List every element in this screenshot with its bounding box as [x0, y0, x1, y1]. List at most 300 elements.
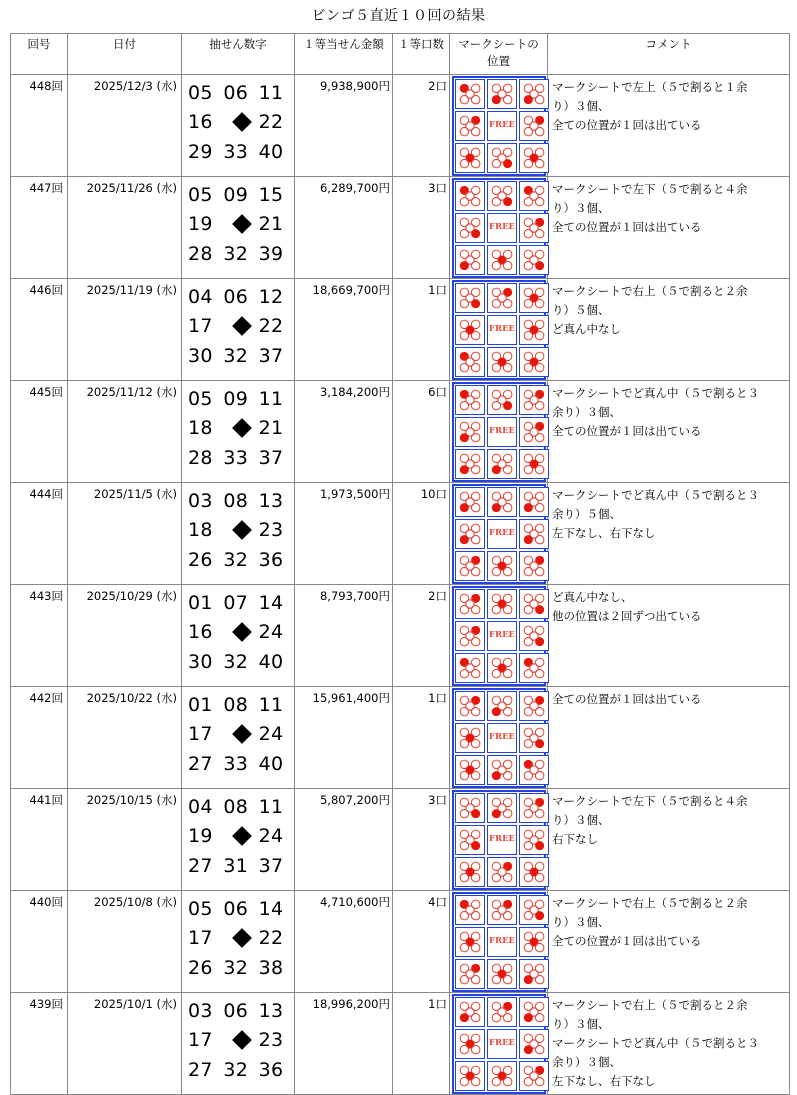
winning-number: 11: [258, 694, 284, 716]
comment-line: 全ての位置が１回は出ている: [552, 934, 702, 948]
number-line: [188, 954, 294, 983]
comment-line: 余り）３個、: [552, 405, 621, 419]
winning-number: 32: [223, 957, 249, 979]
mark-cell: [487, 857, 517, 887]
mark-sheet: [450, 381, 548, 483]
free-diamond-icon: [223, 720, 258, 750]
mark-cell: [519, 825, 549, 855]
mark-cell: [519, 385, 549, 415]
mark-cell: [519, 519, 549, 549]
mark-cell: [455, 181, 485, 211]
winning-number: 36: [258, 1059, 284, 1081]
number-line: [188, 312, 294, 342]
winning-numbers: [182, 789, 295, 891]
winning-number: 04: [188, 286, 213, 308]
first-prize-count: 2口: [393, 75, 450, 177]
mark-cell: [519, 959, 549, 989]
mark-sheet: [450, 177, 548, 279]
winning-number: 21: [258, 213, 284, 235]
number-line: [188, 720, 294, 750]
number-line: [188, 342, 294, 371]
winning-number: 16: [188, 621, 213, 643]
comment-line: 右下なし: [552, 832, 598, 846]
mark-cell: [455, 245, 485, 275]
free-diamond-icon: [223, 108, 258, 138]
mark-cell: [455, 621, 485, 651]
winning-numbers: [182, 585, 295, 687]
mark-cell: [519, 1061, 549, 1091]
winning-number: 17: [188, 927, 213, 949]
winning-numbers: [182, 381, 295, 483]
mark-cell: [487, 653, 517, 683]
header-prize: １等当せん金額: [295, 34, 393, 75]
winning-number: 04: [188, 796, 213, 818]
number-line: [188, 648, 294, 677]
number-line: [188, 414, 294, 444]
number-line: [188, 750, 294, 779]
winning-number: 29: [188, 141, 213, 163]
mark-cell: [519, 143, 549, 173]
comment: [548, 483, 790, 585]
mark-cell: [487, 1061, 517, 1091]
winning-number: 09: [223, 184, 249, 206]
first-prize-count: 1口: [393, 279, 450, 381]
header-numbers: 抽せん数字: [182, 34, 295, 75]
mark-sheet: [450, 789, 548, 891]
mark-cell: [519, 283, 549, 313]
winning-number: 30: [188, 345, 213, 367]
header-no: 回号: [11, 34, 68, 75]
draw-number: 448回: [11, 75, 68, 177]
draw-date: 2025/10/1 (水): [68, 993, 182, 1095]
number-line: [188, 895, 294, 924]
winning-number: 33: [223, 753, 249, 775]
mark-cell: [455, 283, 485, 313]
mark-cell: [455, 519, 485, 549]
mark-cell: [487, 755, 517, 785]
table-row: [11, 177, 790, 279]
mark-cell: [487, 449, 517, 479]
number-line: [188, 691, 294, 720]
comment: [548, 687, 790, 789]
mark-cell: [519, 79, 549, 109]
mark-sheet: [450, 687, 548, 789]
winning-number: 21: [258, 417, 284, 439]
free-cell: FREE: [487, 927, 517, 957]
first-prize-count: 3口: [393, 789, 450, 891]
draw-date: 2025/12/3 (水): [68, 75, 182, 177]
first-prize-amount: 9,938,900円: [295, 75, 393, 177]
number-line: [188, 546, 294, 575]
mark-sheet: [450, 483, 548, 585]
winning-number: 15: [258, 184, 284, 206]
winning-number: 14: [258, 898, 284, 920]
winning-numbers: [182, 993, 295, 1095]
winning-number: 37: [258, 345, 284, 367]
mark-sheet: [450, 585, 548, 687]
draw-date: 2025/11/19 (水): [68, 279, 182, 381]
header-sheet: [450, 34, 548, 75]
comment: [548, 891, 790, 993]
winning-number: 40: [258, 651, 284, 673]
draw-date: 2025/10/29 (水): [68, 585, 182, 687]
mark-cell: [455, 315, 485, 345]
number-line: [188, 997, 294, 1026]
comment: [548, 585, 790, 687]
mark-sheet: [450, 993, 548, 1095]
mark-cell: [519, 997, 549, 1027]
comment: [548, 993, 790, 1095]
number-line: [188, 516, 294, 546]
winning-number: 32: [223, 549, 249, 571]
winning-numbers: [182, 75, 295, 177]
mark-cell: [455, 895, 485, 925]
mark-sheet: [450, 279, 548, 381]
first-prize-count: 4口: [393, 891, 450, 993]
mark-cell: [455, 1029, 485, 1059]
winning-numbers: [182, 483, 295, 585]
mark-cell: [487, 283, 517, 313]
mark-cell: [455, 959, 485, 989]
mark-cell: [487, 959, 517, 989]
winning-number: 17: [188, 315, 213, 337]
number-line: [188, 822, 294, 852]
winning-number: 19: [188, 825, 213, 847]
free-diamond-icon: [223, 516, 258, 546]
free-diamond-icon: [223, 414, 258, 444]
first-prize-count: 10口: [393, 483, 450, 585]
table-row: [11, 891, 790, 993]
free-cell: FREE: [487, 315, 517, 345]
comment-line: 全ての位置が１回は出ている: [552, 118, 702, 132]
mark-cell: [519, 347, 549, 377]
winning-number: 22: [258, 927, 284, 949]
first-prize-amount: 4,710,600円: [295, 891, 393, 993]
winning-number: 03: [188, 490, 213, 512]
number-line: [188, 487, 294, 516]
winning-number: 32: [223, 1059, 249, 1081]
winning-number: 38: [258, 957, 284, 979]
mark-cell: [519, 895, 549, 925]
winning-number: 07: [223, 592, 249, 614]
winning-number: 22: [258, 315, 284, 337]
winning-number: 23: [258, 1029, 284, 1051]
mark-cell: [519, 315, 549, 345]
header-count: １等口数: [393, 34, 450, 75]
mark-cell: [519, 793, 549, 823]
mark-cell: [455, 825, 485, 855]
comment-line: 左下なし、右下なし: [552, 1074, 656, 1088]
mark-cell: [487, 793, 517, 823]
first-prize-count: 6口: [393, 381, 450, 483]
winning-number: 08: [223, 694, 249, 716]
winning-number: 26: [188, 549, 213, 571]
table-row: [11, 993, 790, 1095]
winning-number: 05: [188, 184, 213, 206]
comment-line: ど真ん中なし: [552, 322, 621, 336]
comment: [548, 177, 790, 279]
mark-cell: [487, 385, 517, 415]
winning-numbers: [182, 279, 295, 381]
comment-line: り）３個、: [552, 201, 610, 215]
comment: [548, 75, 790, 177]
mark-cell: [455, 551, 485, 581]
winning-number: 24: [258, 723, 284, 745]
mark-cell: [455, 487, 485, 517]
mark-cell: [455, 143, 485, 173]
winning-number: 01: [188, 694, 213, 716]
winning-number: 30: [188, 651, 213, 673]
winning-number: 12: [258, 286, 284, 308]
winning-number: 24: [258, 825, 284, 847]
number-line: [188, 283, 294, 312]
mark-cell: [519, 449, 549, 479]
first-prize-count: 2口: [393, 585, 450, 687]
free-cell: FREE: [487, 417, 517, 447]
winning-number: 28: [188, 447, 213, 469]
comment-line: マークシートでど真ん中（５で割ると３: [552, 386, 759, 400]
winning-number: 39: [258, 243, 284, 265]
draw-number: 444回: [11, 483, 68, 585]
number-line: [188, 79, 294, 108]
draw-date: 2025/11/12 (水): [68, 381, 182, 483]
header-sheet-line2: 位置: [487, 54, 510, 68]
mark-cell: [519, 653, 549, 683]
number-line: [188, 1056, 294, 1085]
draw-date: 2025/10/15 (水): [68, 789, 182, 891]
free-cell: FREE: [487, 825, 517, 855]
winning-number: 14: [258, 592, 284, 614]
number-line: [188, 793, 294, 822]
draw-number: 445回: [11, 381, 68, 483]
mark-cell: [455, 347, 485, 377]
comment-line: ど真ん中なし、: [552, 590, 633, 604]
winning-number: 40: [258, 141, 284, 163]
mark-cell: [455, 997, 485, 1027]
winning-number: 08: [223, 490, 249, 512]
first-prize-count: 1口: [393, 687, 450, 789]
table-row: [11, 381, 790, 483]
mark-cell: [519, 589, 549, 619]
mark-cell: [455, 385, 485, 415]
first-prize-amount: 1,973,500円: [295, 483, 393, 585]
comment-line: マークシートで左下（５で割ると４余: [552, 182, 748, 196]
number-line: [188, 589, 294, 618]
mark-cell: [519, 723, 549, 753]
winning-number: 18: [188, 519, 213, 541]
mark-cell: [455, 79, 485, 109]
table-row: [11, 279, 790, 381]
mark-sheet: [450, 75, 548, 177]
free-diamond-icon: [223, 210, 258, 240]
mark-sheet: [450, 891, 548, 993]
table-row: [11, 483, 790, 585]
header-sheet-line1: マークシートの: [458, 37, 539, 51]
table-row: [11, 687, 790, 789]
mark-cell: [519, 1029, 549, 1059]
free-cell: FREE: [487, 723, 517, 753]
draw-number: 447回: [11, 177, 68, 279]
winning-number: 27: [188, 1059, 213, 1081]
winning-number: 05: [188, 388, 213, 410]
number-line: [188, 618, 294, 648]
first-prize-amount: 5,807,200円: [295, 789, 393, 891]
winning-number: 22: [258, 111, 284, 133]
winning-number: 37: [258, 447, 284, 469]
mark-cell: [519, 857, 549, 887]
comment-line: マークシートでど真ん中（５で割ると３: [552, 1036, 759, 1050]
draw-date: 2025/10/22 (水): [68, 687, 182, 789]
mark-cell: [455, 927, 485, 957]
draw-date: 2025/10/8 (水): [68, 891, 182, 993]
number-line: [188, 924, 294, 954]
winning-number: 33: [223, 447, 249, 469]
comment-line: 全ての位置が１回は出ている: [552, 424, 702, 438]
free-cell: FREE: [487, 519, 517, 549]
comment-line: り）５個、: [552, 303, 610, 317]
mark-cell: [455, 417, 485, 447]
mark-cell: [487, 79, 517, 109]
winning-number: 09: [223, 388, 249, 410]
winning-number: 32: [223, 345, 249, 367]
comment-line: 余り）５個、: [552, 507, 621, 521]
header-comment: コメント: [548, 34, 790, 75]
number-line: [188, 852, 294, 881]
comment-line: マークシートで左下（５で割ると４余: [552, 794, 748, 808]
winning-numbers: [182, 891, 295, 993]
comment: [548, 789, 790, 891]
mark-cell: [455, 723, 485, 753]
winning-number: 27: [188, 753, 213, 775]
draw-number: 443回: [11, 585, 68, 687]
winning-number: 27: [188, 855, 213, 877]
winning-number: 13: [258, 1000, 284, 1022]
comment: [548, 279, 790, 381]
comment-line: 余り）３個、: [552, 1055, 621, 1069]
results-table: [10, 33, 790, 1095]
number-line: [188, 240, 294, 269]
draw-number: 439回: [11, 993, 68, 1095]
mark-cell: [519, 927, 549, 957]
comment-line: マークシートで右上（５で割ると２余: [552, 896, 748, 910]
mark-cell: [455, 793, 485, 823]
number-line: [188, 385, 294, 414]
first-prize-amount: 3,184,200円: [295, 381, 393, 483]
mark-cell: [487, 691, 517, 721]
mark-cell: [455, 653, 485, 683]
table-row: [11, 789, 790, 891]
header-row: [11, 34, 790, 75]
draw-date: 2025/11/5 (水): [68, 483, 182, 585]
free-cell: FREE: [487, 213, 517, 243]
comment-line: 全ての位置が１回は出ている: [552, 220, 702, 234]
winning-number: 06: [223, 898, 249, 920]
comment-line: マークシートでど真ん中（５で割ると３: [552, 488, 759, 502]
table-row: [11, 585, 790, 687]
mark-cell: [455, 857, 485, 887]
comment-line: り）３個、: [552, 1017, 610, 1031]
comment-line: り）３個、: [552, 813, 610, 827]
first-prize-amount: 8,793,700円: [295, 585, 393, 687]
free-diamond-icon: [223, 1026, 258, 1056]
comment-line: マークシートで左上（５で割ると１余: [552, 80, 748, 94]
comment-line: 全ての位置が１回は出ている: [552, 692, 702, 706]
free-diamond-icon: [223, 312, 258, 342]
comment-line: 左下なし、右下なし: [552, 526, 656, 540]
winning-number: 23: [258, 519, 284, 541]
mark-cell: [519, 181, 549, 211]
mark-cell: [487, 589, 517, 619]
mark-cell: [487, 143, 517, 173]
mark-cell: [455, 1061, 485, 1091]
winning-number: 24: [258, 621, 284, 643]
free-diamond-icon: [223, 618, 258, 648]
winning-number: 01: [188, 592, 213, 614]
winning-number: 11: [258, 796, 284, 818]
winning-number: 16: [188, 111, 213, 133]
winning-number: 06: [223, 82, 249, 104]
first-prize-amount: 6,289,700円: [295, 177, 393, 279]
winning-number: 19: [188, 213, 213, 235]
header-date: 日付: [68, 34, 182, 75]
winning-numbers: [182, 687, 295, 789]
winning-number: 11: [258, 388, 284, 410]
winning-number: 06: [223, 286, 249, 308]
winning-number: 08: [223, 796, 249, 818]
page-title: ビンゴ５直近１０回の結果: [311, 8, 486, 24]
mark-cell: [519, 691, 549, 721]
first-prize-count: 3口: [393, 177, 450, 279]
winning-number: 05: [188, 82, 213, 104]
mark-cell: [519, 417, 549, 447]
mark-cell: [519, 245, 549, 275]
free-diamond-icon: [223, 822, 258, 852]
mark-cell: [519, 621, 549, 651]
free-cell: FREE: [487, 621, 517, 651]
winning-numbers: [182, 177, 295, 279]
winning-number: 18: [188, 417, 213, 439]
number-line: [188, 138, 294, 167]
draw-date: 2025/11/26 (水): [68, 177, 182, 279]
draw-number: 446回: [11, 279, 68, 381]
first-prize-count: 1口: [393, 993, 450, 1095]
winning-number: 06: [223, 1000, 249, 1022]
free-cell: FREE: [487, 111, 517, 141]
comment-line: マークシートで右上（５で割ると２余: [552, 998, 748, 1012]
winning-number: 37: [258, 855, 284, 877]
winning-number: 32: [223, 243, 249, 265]
winning-number: 33: [223, 141, 249, 163]
mark-cell: [487, 487, 517, 517]
draw-number: 441回: [11, 789, 68, 891]
winning-number: 32: [223, 651, 249, 673]
free-diamond-icon: [223, 924, 258, 954]
mark-cell: [455, 111, 485, 141]
comment: [548, 381, 790, 483]
mark-cell: [487, 245, 517, 275]
number-line: [188, 181, 294, 210]
winning-number: 31: [223, 855, 249, 877]
number-line: [188, 1026, 294, 1056]
mark-cell: [487, 181, 517, 211]
mark-cell: [519, 551, 549, 581]
winning-number: 36: [258, 549, 284, 571]
comment-line: り）３個、: [552, 915, 610, 929]
draw-number: 442回: [11, 687, 68, 789]
first-prize-amount: 18,996,200円: [295, 993, 393, 1095]
mark-cell: [487, 551, 517, 581]
mark-cell: [455, 589, 485, 619]
